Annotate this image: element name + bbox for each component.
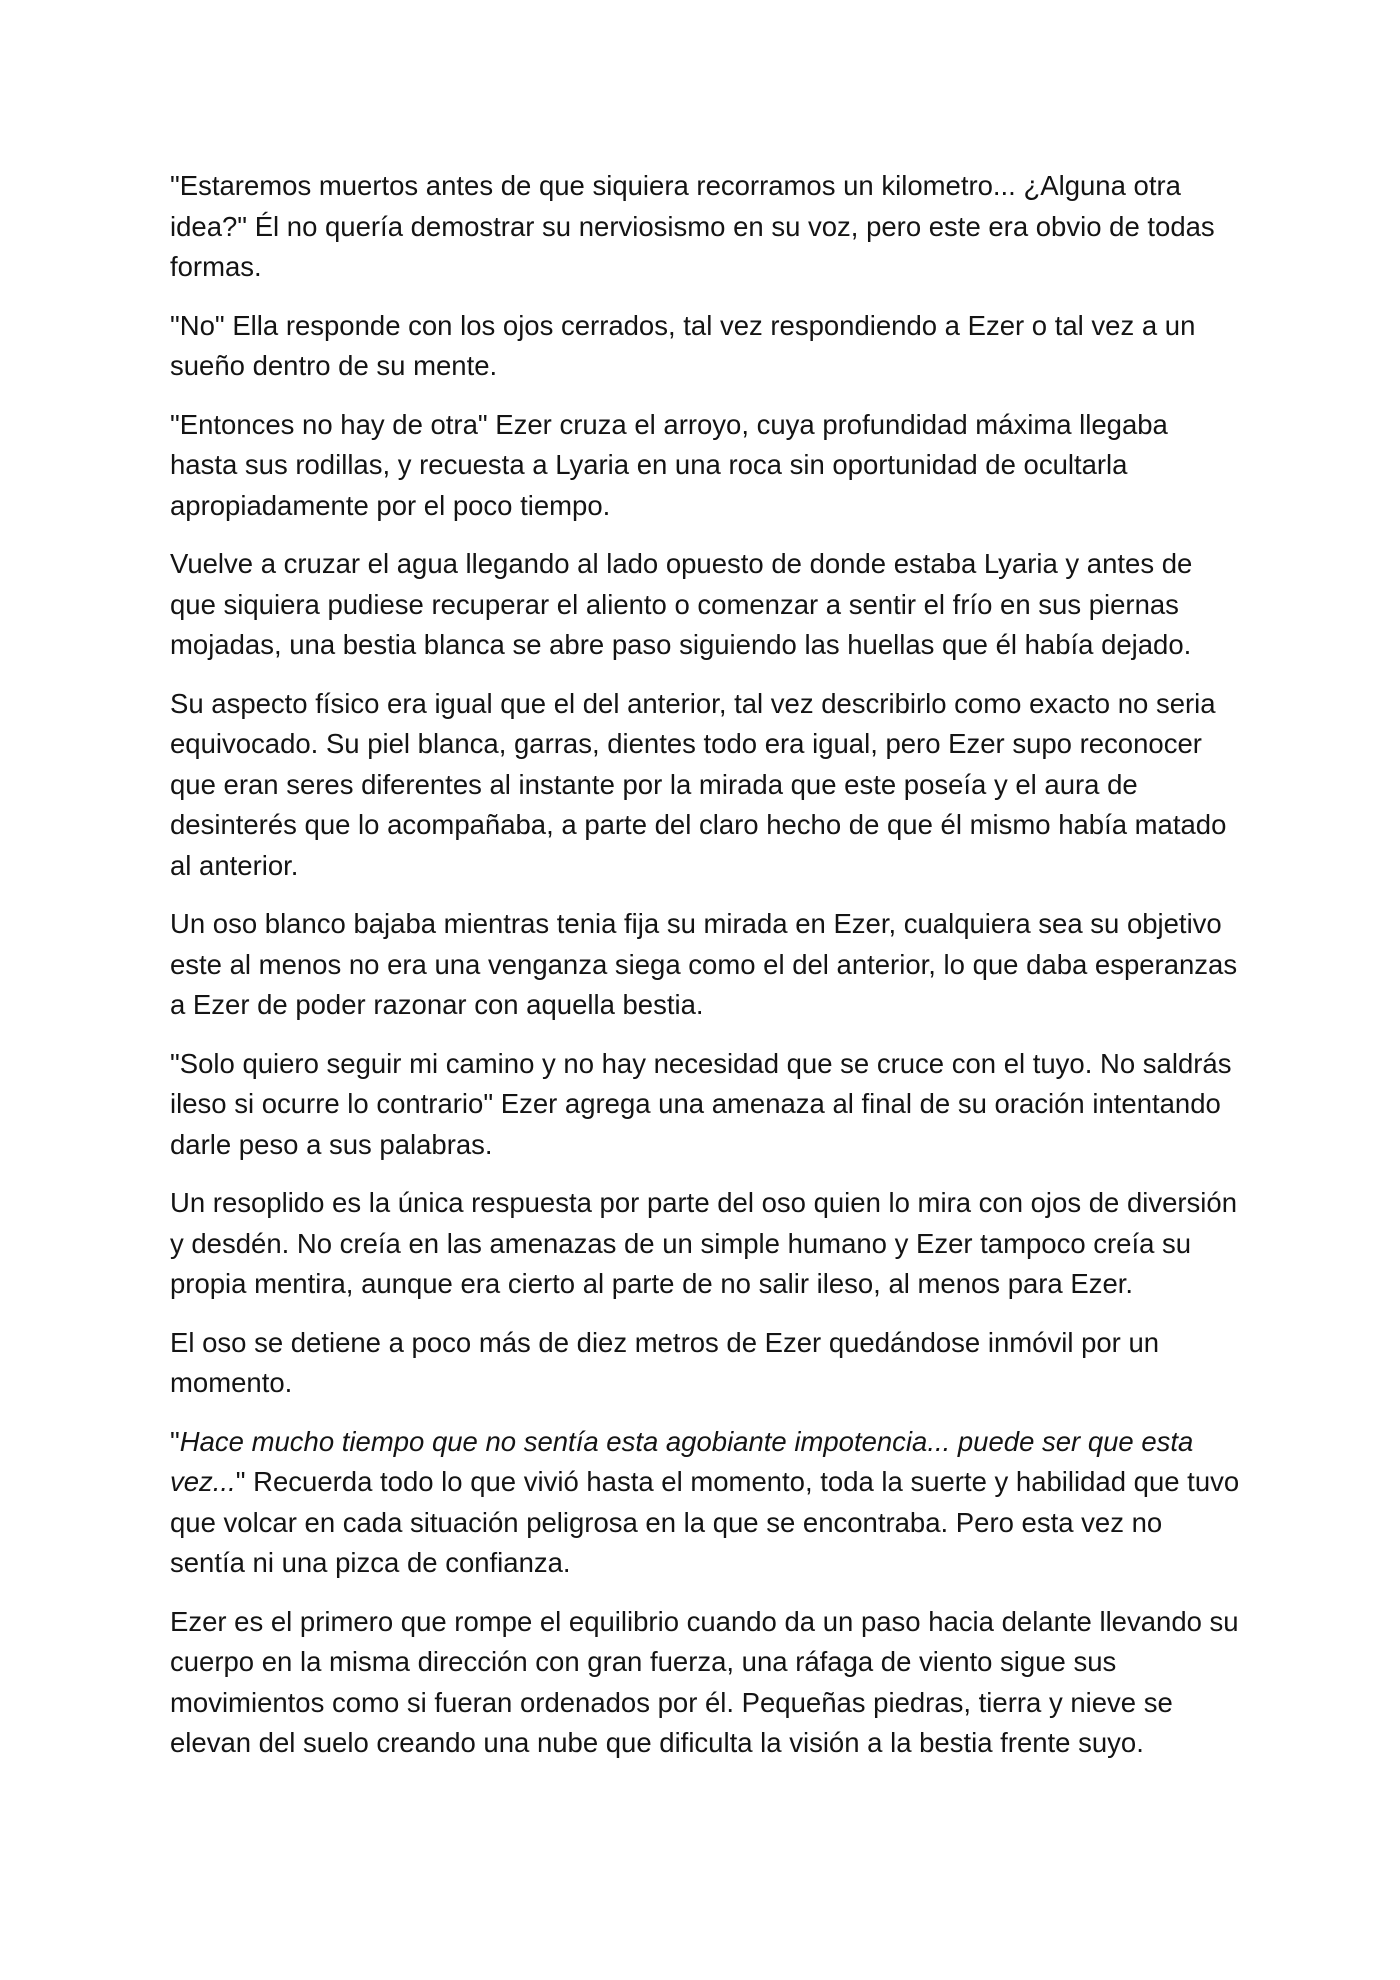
paragraph-1: "Estaremos muertos antes de que siquiera recorramos un kilometro... ¿Alguna otra idea?" Él no quería demostrar su nerviosismo en su voz, pero este era obvio de todas formas. <box>170 170 1215 282</box>
paragraph-11: Ezer es el primero que rompe el equilibrio cuando da un paso hacia delante llevando su cuerpo en la misma dirección con gran fuerza, una ráfaga de viento sigue sus movimientos como si fueran ordenados por él. Pequeñas piedras, tierra y nieve se elevan del suelo creando una nube que dificulta la visión a la bestia frente suyo. <box>170 1605 1239 1758</box>
paragraph-8: Un resoplido es la única respuesta por parte del oso quien lo mira con ojos de diversión y desdén. No creía en las amenazas de un simple humano y Ezer tampoco creía su propia mentira, aunque era cierto al parte de no salir ileso, al menos para Ezer. <box>170 1187 1238 1299</box>
paragraph-9: El oso se detiene a poco más de diez metros de Ezer quedándose inmóvil por un momento. <box>170 1326 1160 1398</box>
paragraph-7: "Solo quiero seguir mi camino y no hay necesidad que se cruce con el tuyo. No saldrás ileso si ocurre lo contrario" Ezer agrega una amenaza al final de su oración intentando darle peso a sus palabras. <box>170 1047 1232 1160</box>
paragraph-2: "No" Ella responde con los ojos cerrados, tal vez respondiendo a Ezer o tal vez a un sueño dentro de su mente. <box>170 309 1196 381</box>
thought-rest-text: Recuerda todo lo que vivió hasta el momento, toda la suerte y habilidad que tuvo que volcar en cada situación peligrosa en la que se encontraba. Pero esta vez no sentía ni una pizca de confianza. <box>170 1466 1240 1578</box>
thought-italic-text: Hace mucho tiempo que no sentía esta agobiante impotencia... puede ser que esta vez... <box>170 1425 1194 1497</box>
thought-open-quote: " <box>170 1425 180 1457</box>
thought-close-quote: " <box>235 1466 246 1497</box>
paragraph-4: Vuelve a cruzar el agua llegando al lado opuesto de donde estaba Lyaria y antes de que siquiera pudiese recuperar el aliento o comenzar a sentir el frío en sus piernas mojadas, una bestia blanca se abre paso siguiendo las huellas que él había dejado. <box>170 548 1193 660</box>
paragraph-10-thought <box>170 1422 1240 1584</box>
paragraph-3: "Entonces no hay de otra" Ezer cruza el arroyo, cuya profundidad máxima llegaba hasta sus rodillas, y recuesta a Lyaria en una roca sin oportunidad de ocultarla apropiadamente por el poco tiempo. <box>170 408 1168 521</box>
document-page <box>170 166 1240 1782</box>
paragraph-6: Un oso blanco bajaba mientras tenia fija su mirada en Ezer, cualquiera sea su objetivo este al menos no era una venganza siega como el del anterior, lo que daba esperanzas a Ezer de poder razonar con aquella bestia. <box>170 908 1238 1020</box>
paragraph-5: Su aspecto físico era igual que el del anterior, tal vez describirlo como exacto no seria equivocado. Su piel blanca, garras, dientes todo era igual, pero Ezer supo reconocer que eran seres diferentes al instante por la mirada que este poseía y el aura de desinterés que lo acompañaba, a parte del claro hecho de que él mismo había matado al anterior. <box>170 687 1227 881</box>
